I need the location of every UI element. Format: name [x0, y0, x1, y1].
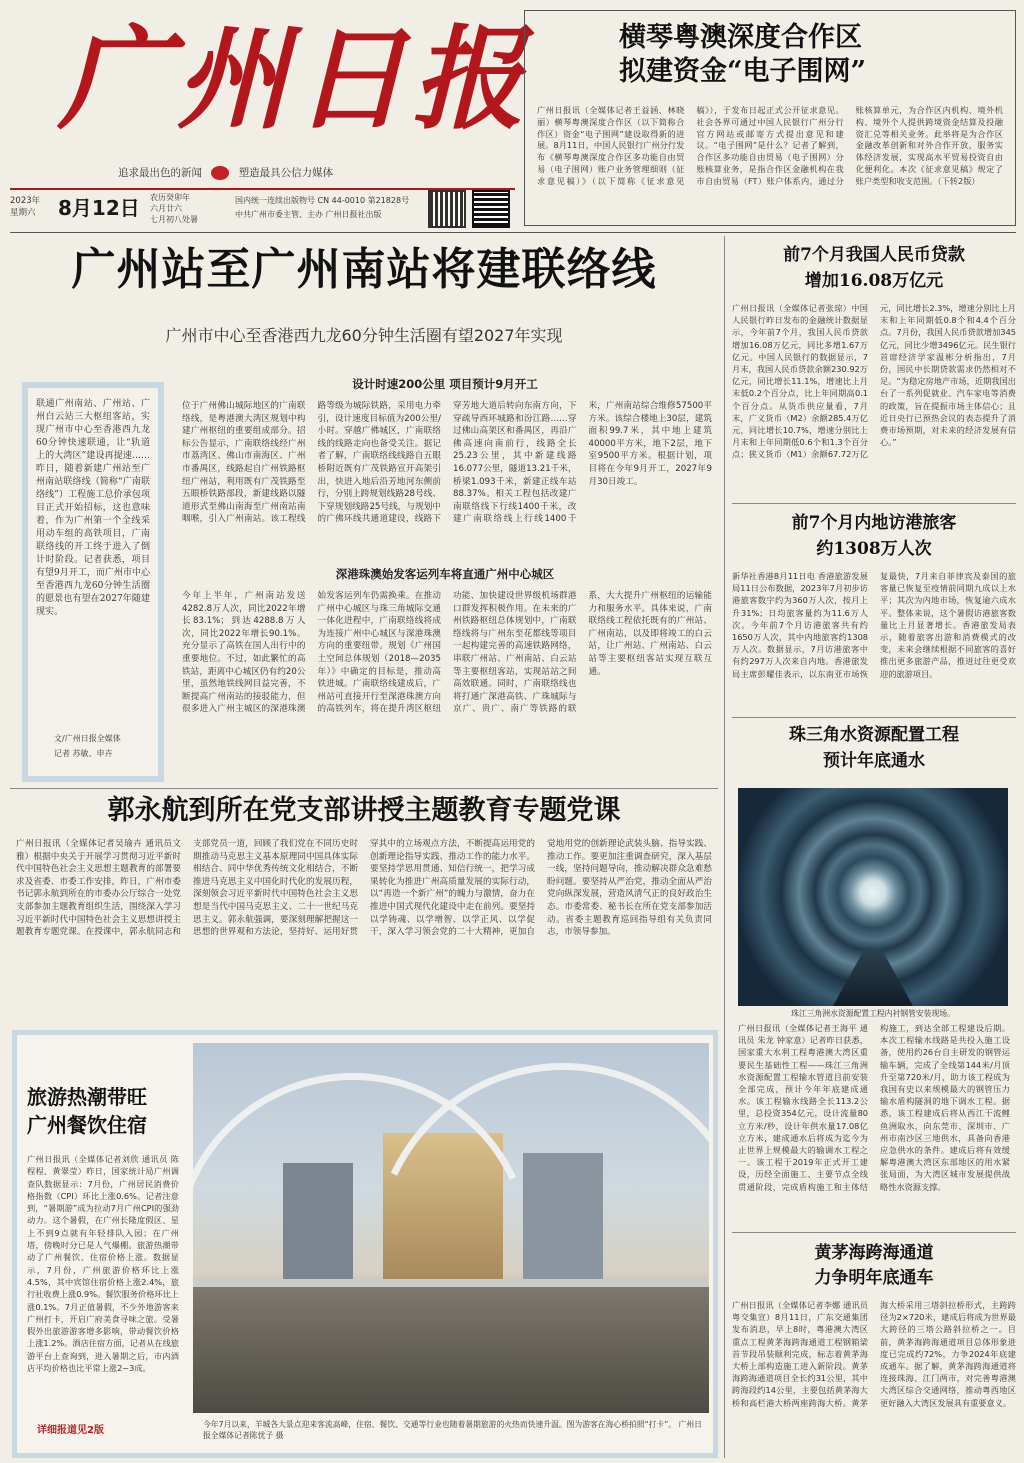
- masthead-title: 广州日报: [58, 14, 530, 145]
- logo-icon: [211, 166, 229, 180]
- hk-headline-1: 前7个月内地访港旅客: [791, 513, 957, 533]
- bridge-body: 广州日报讯（全媒体记者李娜 通讯员 粤交集宣）8月11日，广东交通集团发布消息，早上8时，粤港澳大湾区重点工程黄茅海跨海通道工程钢箱梁首节段吊装顺利完成，标志着黄茅海大桥上部构造施工进入新阶段。黄茅海跨海通道项目全长约31公里，其中跨海段约14公里，主要包括黄茅海大桥和高栏港大桥两座跨海大桥。黄茅海大桥采用三塔斜拉桥形式，主跨跨径为2×720米，建成后将成为世界最大跨径的三塔公路斜拉桥之一。目前，黄茅海跨海通道项目总体形象进度已完成约72%，力争2024年底建成通车。据了解，黄茅海跨海通道将连接珠海、江门两市，对完善粤港澳大湾区综合交通网络，推动粤西地区更好融入大湾区发展具有重要意义。: [732, 1300, 1016, 1408]
- date-year: 2023年 星期六: [10, 196, 41, 218]
- tourism-more-link[interactable]: 详细报道见2版: [37, 1425, 104, 1436]
- water-caption: 珠江三角洲水资源配置工程内衬钢管安装现场。: [791, 1009, 955, 1018]
- rule-right-1: [732, 503, 1016, 504]
- qr-code-icon-2: [472, 190, 510, 228]
- tourism-headline-2: 广州餐饮住宿: [27, 1113, 147, 1137]
- loan-headline-2: 增加16.08万亿元: [804, 271, 944, 291]
- bridge-photo: [193, 1043, 709, 1413]
- hk-visitors-story: [732, 506, 1016, 716]
- top-right-headline-2: 拟建资金“电子围网”: [619, 56, 867, 87]
- lead-intro: 联通广州南站、广州站、广州白云站三大枢纽客站，实现广州市中心至香港西九龙60分钟快速联通，让“轨道上的大湾区”建设再提速……昨日，随着新建广州站至广州南站联络线（简称“广南联络线”）工程施工总价承包项目正式开始招标，这也意味着，作为广州第一个全线采用动车组的高铁项目，广南联络线的开工终于进入了倒计时阶段。记者获悉，项目有望9月开工，而广州市中心至香港西九龙60分钟生活圈的愿景也有望在2027年随建现实。: [36, 399, 150, 617]
- lunar-date: 农历癸卯年 六月廿六 七月初八处暑: [150, 193, 198, 224]
- loan-body: 广州日报讯（全媒体记者张琼）中国人民银行昨日发布的金融统计数据显示，今年前7个月，我国人民币贷款增加16.08万亿元，同比多增1.67万亿元。中国人民银行的数据显示，7月末，我国人民币贷款余额230.92万亿元，同比增长11.1%，增速比上月末低0.2个百分点，比上年同期高0.1个百分点。从货币供应量看，7月末，广义货币（M2）余额285.4万亿元，同比增长10.7%，增速分别比上月末和上年同期低0.6个和1.3个百分点；狭义货币（M1）余额67.72万亿元，同比增长2.3%，增速分别比上月末和上年同期低0.8个和4.4个百分点。7月份，我国人民币贷款增加345亿元，同比少增3496亿元。民生银行首席经济学家温彬分析指出，7月份，国民中长期贷款需求仍然相对不足。“为稳定房地产市场，近期我国出台了一系列促就业、汽车家电等消费的政策，旨在提振市场主体信心；且近日央行已预热会议的表态提升了消费市场预期，对未来的经济发展有信心。”: [732, 303, 1016, 460]
- rule-right-2: [732, 717, 1016, 718]
- vertical-rule: [724, 236, 725, 1458]
- rule-right-3: [732, 1232, 1016, 1233]
- tunnel-photo: [738, 788, 1008, 1006]
- slogan-left: 追求最出色的新闻: [118, 167, 202, 179]
- bridge-headline-2: 力争明年底通车: [814, 1268, 934, 1288]
- lead-story: [10, 236, 718, 788]
- bridge-story: [732, 1235, 1016, 1459]
- tourism-story: [12, 1030, 718, 1458]
- party-story: [10, 790, 718, 1030]
- lead-subhead: 广州市中心至香港西九龙60分钟生活圈有望2027年实现: [165, 326, 563, 345]
- lead-body-1: 位于广州佛山城际地区的广南联络线，是粤港澳大湾区规划中构建广州枢纽的重要组成部分。招标公告显示，广南联络线经广州市荔湾区、佛山市南海区、广州市番禺区，线路起自广州铁路枢纽广州站，利用既有广茂铁路至五眼桥铁路部段，新建线路以隧道形式至佛山南海至广州南站南咽喉，引入广州南站。该工程线路等级为城际铁路，采用电力牵引，设计速度目标值为200公里/小时。穿越广佛城区，广南联络线的线路走向也备受关注。据记者了解，广南联络线线路自五眼桥附近既有广茂铁路宣开高架引出，快进入地后沿芳地河东侧前行，分别上跨规划线路28号线、下穿规划线路25号线，与规划中的广佛环线共通道建设，线路下穿芳地大道后转向东南方向，下穿疏导西环城路和汾江路……穿过佛山高架区和番禺区，再沿广佛高速向南前行，线路全长25.23公里，其中新建线路16.077公里，隧道13.21千米，桥梁1.093千米，新建正线车站88.37%。相关工程包括改建广南联络线下行线1400千米，改建广南联络线上行线1400千米，广州南站综合维修57500平方米。该综合楼地上30层，建筑面积99.7米，其中地上建筑40000平方米，地下2层，地下室9500平方米。根据计划，项目将在今年9月开工，2027年9月30日竣工。: [182, 401, 712, 525]
- top-right-body: 广州日报讯（全媒体记者王益涵、林晓丽）横琴粤澳深度合作区（以下简称合作区）资金“电子围网”建设取得新的进展。8月11日，中国人民银行广州分行发布《横琴粤澳深度合作区多功能自由贸易（电子围网）账户业务管理细则（征求意见稿）》（以下简称《征求意见稿》），于发布日起正式公开征求意见。社会各界可通过中国人民银行广州分行官方网站或邮寄方式提出意见和建议。“电子围网”是什么？记者了解到，合作区多功能自由贸易（电子围网）分账核算业务，是指合作区金融机构在我市自由贸易（FT）账户体系内，通过分账核算单元，为合作区内机构、境外机构、境外个人提供跨境资金结算及投融资汇兑等相关业务。此举将是为合作区金融改革创新和对外合作开放，服务实体经济发展，实现高水平贸易投资自由化便利化。本次《征求意见稿》规定了账户类型和收支范围。（下转2版）: [537, 105, 1003, 186]
- loan-headline-1: 前7个月我国人民币贷款: [783, 245, 965, 265]
- date-main: 8月12日: [58, 196, 140, 220]
- qr-code-icon: [428, 190, 466, 228]
- top-right-story: [524, 10, 1016, 226]
- publication-info: 国内统一连续出版物号 CN 44-0010 第21828号 中共广州市委主管、主办 广州日报社出版: [235, 196, 410, 219]
- hk-body: 新华社香港8月11日电 香港旅游发展局11日公布数据，2023年7月初步访港旅客数字约为360万人次，按月上升31%；日均旅客量约为11.6万人次。今年前7个月访港旅客共有约1650万人次，其中内地旅客约1308万人次。数据显示，7月访港旅客中有约297万人次来自内地。香港旅发局主席彭耀佳表示，以东南亚市场恢复最快，7月来自菲律宾及泰国的旅客量已恢复至疫情前同期九成以上水平；其次为内地市场，恢复逾六成水平。整体来说，这个暑假访港旅客数量比上月显著增长。香港旅发局表示，随着旅客出游和消费模式的改变，未来会继续根据不同旅客的喜好推出更多旅游产品，推进过往更受欢迎的旅游项目。: [732, 571, 1016, 679]
- lead-byline-2: 记者 苏敏、申卉: [54, 749, 113, 758]
- lead-byline-1: 文/广州日报全媒体: [54, 734, 121, 743]
- railing: [193, 1279, 709, 1287]
- slogan-right: 塑造最具公信力媒体: [238, 167, 334, 179]
- water-body: 广州日报讯（全媒体记者王海平 通讯员 朱龙 钟家意）记者昨日获悉，国家重大水利工程粤港澳大湾区重要民生基础性工程——珠江三角洲水资源配置工程输水管道目前安装全部完成，预计今年年底建成通水。该工程输水线路全长113.2公里，总投资354亿元，设计流量80立方米/秒，设计年供水量17.08亿立方米，建成通水后将成为迄今为止世界上规模最大的输调水工程之一。该工程于2019年正式开工建设，历经全面施工、主要节点全线贯通阶段，完成盾构施工和主体结构施工，到达全部工程建设后期。本次工程输水线路是共投入施工设备，使用约26台自主研发的钢管运输车辆，完成了全线第144米/月顶升至第720米/月，助力该工程成为我国有史以来规模最大的钢管压力输水盾构隧洞的地下调水工程。据悉，该工程建成后将从西江干流鲤鱼洲取水，向东莞市、深圳市、广州市南沙区三地供水，具备向香港应急供水的条件。建成后将有效缓解粤港澳大湾区东部地区的用水紧张局面，为大湾区城市发展提供战略性水资源支撑。: [738, 1023, 1010, 1192]
- bridge-photo-caption: 今年7月以来，羊城各大景点迎来客流高峰，住宿、餐饮、交通等行业也随着暑期旅游的火热而快速升温。图为游客在海心桥拍照“打卡”。 广州日报全媒体记者陈忧子 摄: [203, 1420, 702, 1440]
- masthead: [10, 8, 530, 228]
- lead-intro-box: [22, 382, 164, 782]
- loan-story: [732, 236, 1016, 500]
- rule-party-top: [10, 788, 718, 789]
- lead-headline: 广州站至广州南站将建联络线: [71, 244, 657, 295]
- top-rule: [10, 232, 1016, 233]
- tunnel-rail: [833, 948, 913, 1006]
- slogan: [118, 165, 333, 180]
- lead-body-2: 今年上半年，广州南站发送4282.8万人次，同比2022年增长83.1%；到达4288.8万人次，同比2022年增长90.1%。充分显示了高铁在国人出行中的重要地位。不过，如此繁忙的高铁站，距离中心城区仍有约20公里，虽然地铁线网目益完善，不断提高广州南站的接驳能力，但很多进入广州主城区的深港珠澳始发客运列车仍需换乘。在推动广州中心城区与珠三角城际交通一体化进程中，广南联络线将成为连接广州中心城区与深港珠澳方向的重要纽带。规划《广州国土空间总体规划（2018—2035年）》中确定的目标是，推动高铁进城。广南联络线建成后，广州站可直接开行至深港珠澳方向的高铁列车，将在提升湾区枢纽功能、加快建设世界级机场群港口群发挥积极作用。在未来的广州铁路枢纽总体规划中，广南联络线将与广州东至花都线等项目一起构建完善的高速铁路网络，串联广州站、广州南站、白云站等主要枢纽客站，实现站站之间高效联通。同时，广南联络线也将打通广深港高铁、广珠城际与京广、贵广、南广等铁路的联系，大大提升广州枢纽的运输能力和服务水平。具体来说，广南联络线工程依托既有的广州站、广州南站，以及即将竣工的白云站，让广州站、广州南站、白云站等主要枢纽客站实现互联互通。: [182, 591, 712, 715]
- top-right-headline-1: 横琴粤澳深度合作区: [619, 22, 862, 53]
- party-body: 广州日报讯（全媒体记者吴瑜卉 通讯员文雅）根据中央关于开展学习贯彻习近平新时代中国特色社会主义思想主题教育的部署要求及省委、市委工作安排，昨日，广州市委书记郭永航到所在的市委办公厅综合一处党支部参加主题教育组织生活，围绕深入学习习近平新时代中国特色社会主义思想讲授主题教育专题党课。在授课中，郭永航同志和支部党员一道，回顾了我们党在不同历史时期推动马克思主义基本原理同中国具体实际相结合、同中华优秀传统文化相结合，不断推进马克思主义中国化时代化的发展历程，深刻领会习近平新时代中国特色社会主义思想是当代中国马克思主义、二十一世纪马克思主义。郭永航强调，要深刻理解把握这一思想的世界观和方法论，坚持好、运用好贯穿其中的立场观点方法，不断提高运用党的创新理论指导实践、推动工作的能力水平。要坚持学思用贯通、知信行统一，把学习成果转化为推进广州高质量发展的实际行动，以“再造一个新广州”的魄力与激情，奋力在推进中国式现代化建设中走在前列。要坚持以学铸魂、以学增智、以学正风、以学促干，深入学习领会党的二十大精神，更加自觉地用党的创新理论武装头脑、指导实践、推动工作。要更加注重调查研究，深入基层一线，坚持问题导向，推动解决群众急难愁盼问题。要坚持从严治党，推动全面从严治党向纵深发展，营造风清气正的良好政治生态。市委常委、秘书长在所在党支部参加活动。省委主题教育巡回指导组有关负责同志，市领导参加。: [16, 839, 712, 938]
- bridge-deck: [193, 1283, 709, 1413]
- bridge-headline-1: 黄茅海跨海通道: [814, 1243, 934, 1263]
- water-headline-1: 珠三角水资源配置工程: [789, 725, 959, 745]
- water-headline-2: 预计年底通水: [823, 751, 925, 771]
- tourism-headline-1: 旅游热潮带旺: [27, 1085, 147, 1109]
- lead-section-1-title: 设计时速200公里 项目预计9月开工: [352, 377, 538, 391]
- party-headline: 郭永航到所在党支部讲授主题教育专题党课: [107, 795, 621, 826]
- lead-section-2-title: 深港珠澳始发客运列车将直通广州中心城区: [335, 567, 555, 581]
- hk-headline-2: 约1308万人次: [816, 539, 932, 559]
- tourism-body: 广州日报讯（全媒体记者刘欣 通讯员 陈程程、黄翠莹）昨日，国家统计局广州调查队数据显示：7月份，广州居民消费价格指数（CPI）环比上涨0.6%。记者注意到，“暑期游”成为拉动7月广州CPI的强劲动力。这个暑假，在广州长隆度假区、星上不到9点就有年轻排队入园；在广州塔，傍晚时分已是人气爆棚。旅游热潮带动了广州餐饮、住宿价格上涨。数据显示，7月份，广州旅游价格环比上涨4.5%，其中宾馆住宿价格上涨2.4%，旅行社收费上涨0.9%。餐饮服务价格环比上涨0.1%。7月正值暑假，不少外地游客来广州打卡，开启广府美食寻味之旅。受暑假外出旅游游客增多影响，带动餐饮价格上涨1.2%。酒店住宿方面，记者从在线旅游平台上查询到，进入暑期之后，市内酒店平均价格也比平常上涨2~3成。: [27, 1154, 179, 1374]
- water-story: [732, 720, 1016, 1230]
